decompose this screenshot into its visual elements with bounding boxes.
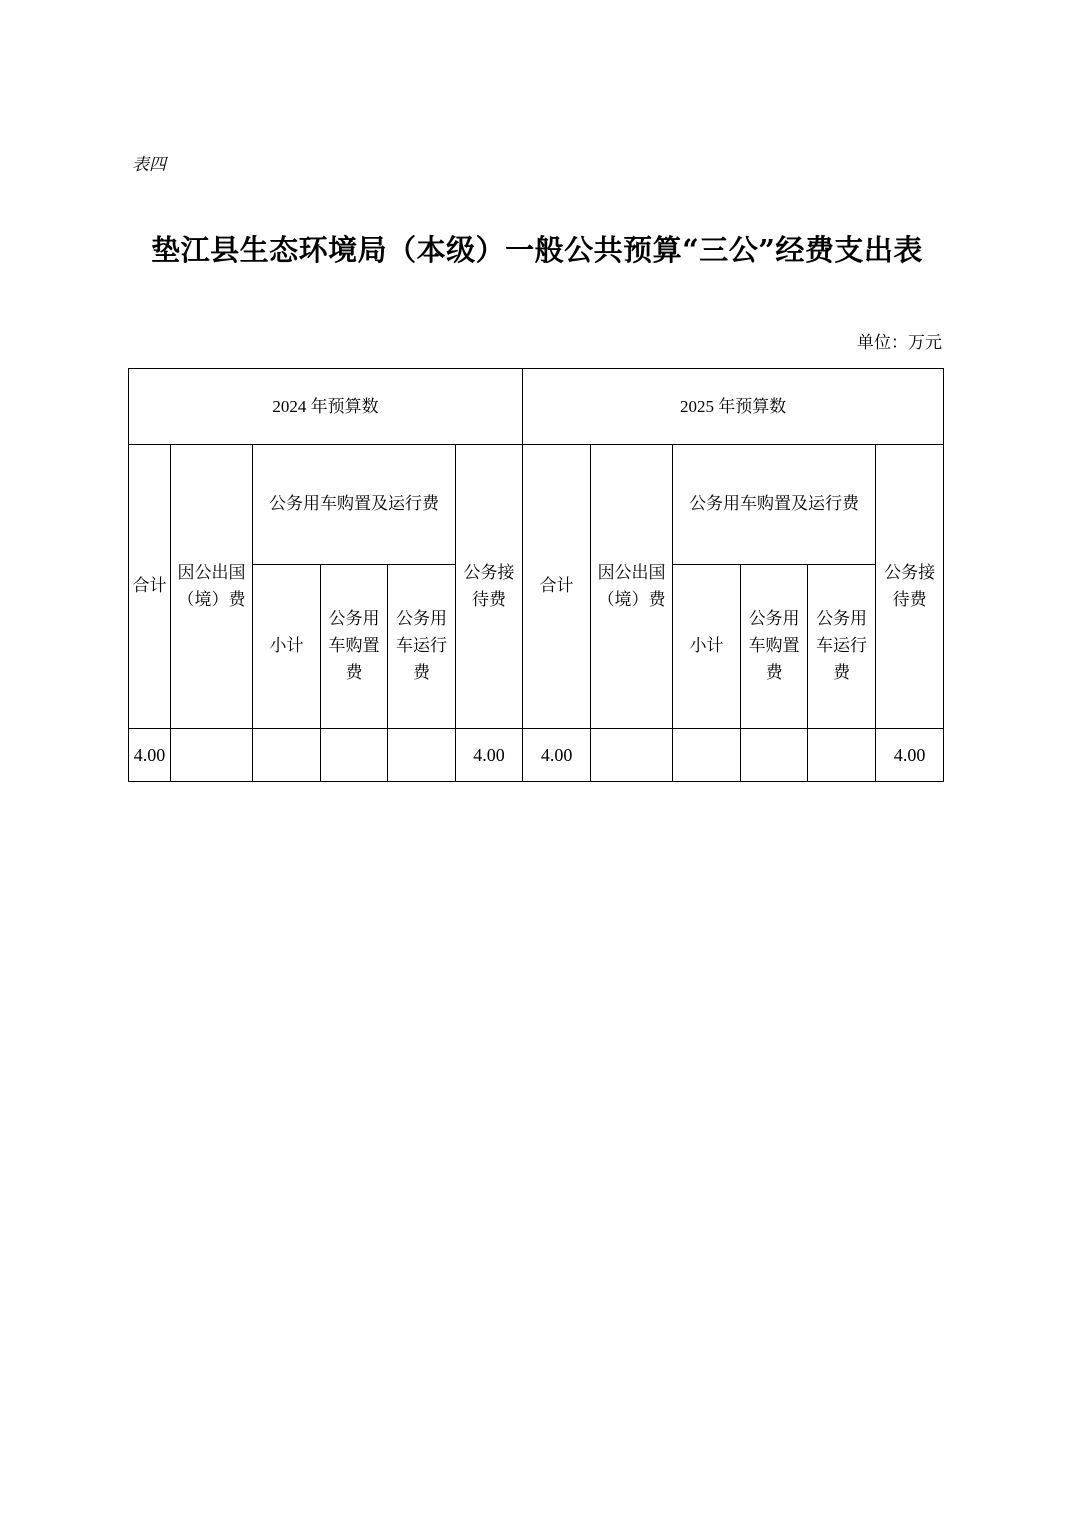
cell-total-2024: 4.00 (129, 729, 171, 782)
cell-reception-2025: 4.00 (876, 729, 944, 782)
table-row (129, 729, 944, 782)
group-header-row (129, 369, 944, 445)
header-vehicle-purchase-2024: 公务用车购置费 (321, 565, 388, 729)
header-overseas-2024: 因公出国（境）费 (171, 445, 253, 729)
header-total-2025: 合计 (523, 445, 591, 729)
cell-vehicle-purchase-2025 (741, 729, 808, 782)
header-total-2024: 合计 (129, 445, 171, 729)
cell-total-2025: 4.00 (523, 729, 591, 782)
header-reception-2025: 公务接待费 (876, 445, 944, 729)
header-subtotal-2025: 小计 (673, 565, 741, 729)
cell-vehicle-purchase-2024 (321, 729, 388, 782)
cell-subtotal-2025 (673, 729, 741, 782)
header-reception-2024: 公务接待费 (456, 445, 523, 729)
cell-overseas-2025 (591, 729, 673, 782)
header-2024-budget: 2024 年预算数 (129, 369, 523, 445)
column-header-row (129, 445, 944, 565)
header-subtotal-2024: 小计 (253, 565, 321, 729)
cell-vehicle-operation-2024 (388, 729, 456, 782)
header-vehicle-operation-2025: 公务用车运行费 (808, 565, 876, 729)
cell-subtotal-2024 (253, 729, 321, 782)
table-label: 表四 (132, 155, 166, 175)
budget-table (128, 368, 944, 782)
cell-overseas-2024 (171, 729, 253, 782)
page-title: 垫江县生态环境局（本级）一般公共预算“三公”经费支出表 (151, 233, 923, 267)
unit-label: 单位：万元 (857, 333, 942, 353)
header-vehicle-group-2025: 公务用车购置及运行费 (673, 445, 876, 565)
header-vehicle-operation-2024: 公务用车运行费 (388, 565, 456, 729)
cell-reception-2024: 4.00 (456, 729, 523, 782)
header-vehicle-group-2024: 公务用车购置及运行费 (253, 445, 456, 565)
header-2025-budget: 2025 年预算数 (523, 369, 944, 445)
header-vehicle-purchase-2025: 公务用车购置费 (741, 565, 808, 729)
header-overseas-2025: 因公出国（境）费 (591, 445, 673, 729)
cell-vehicle-operation-2025 (808, 729, 876, 782)
